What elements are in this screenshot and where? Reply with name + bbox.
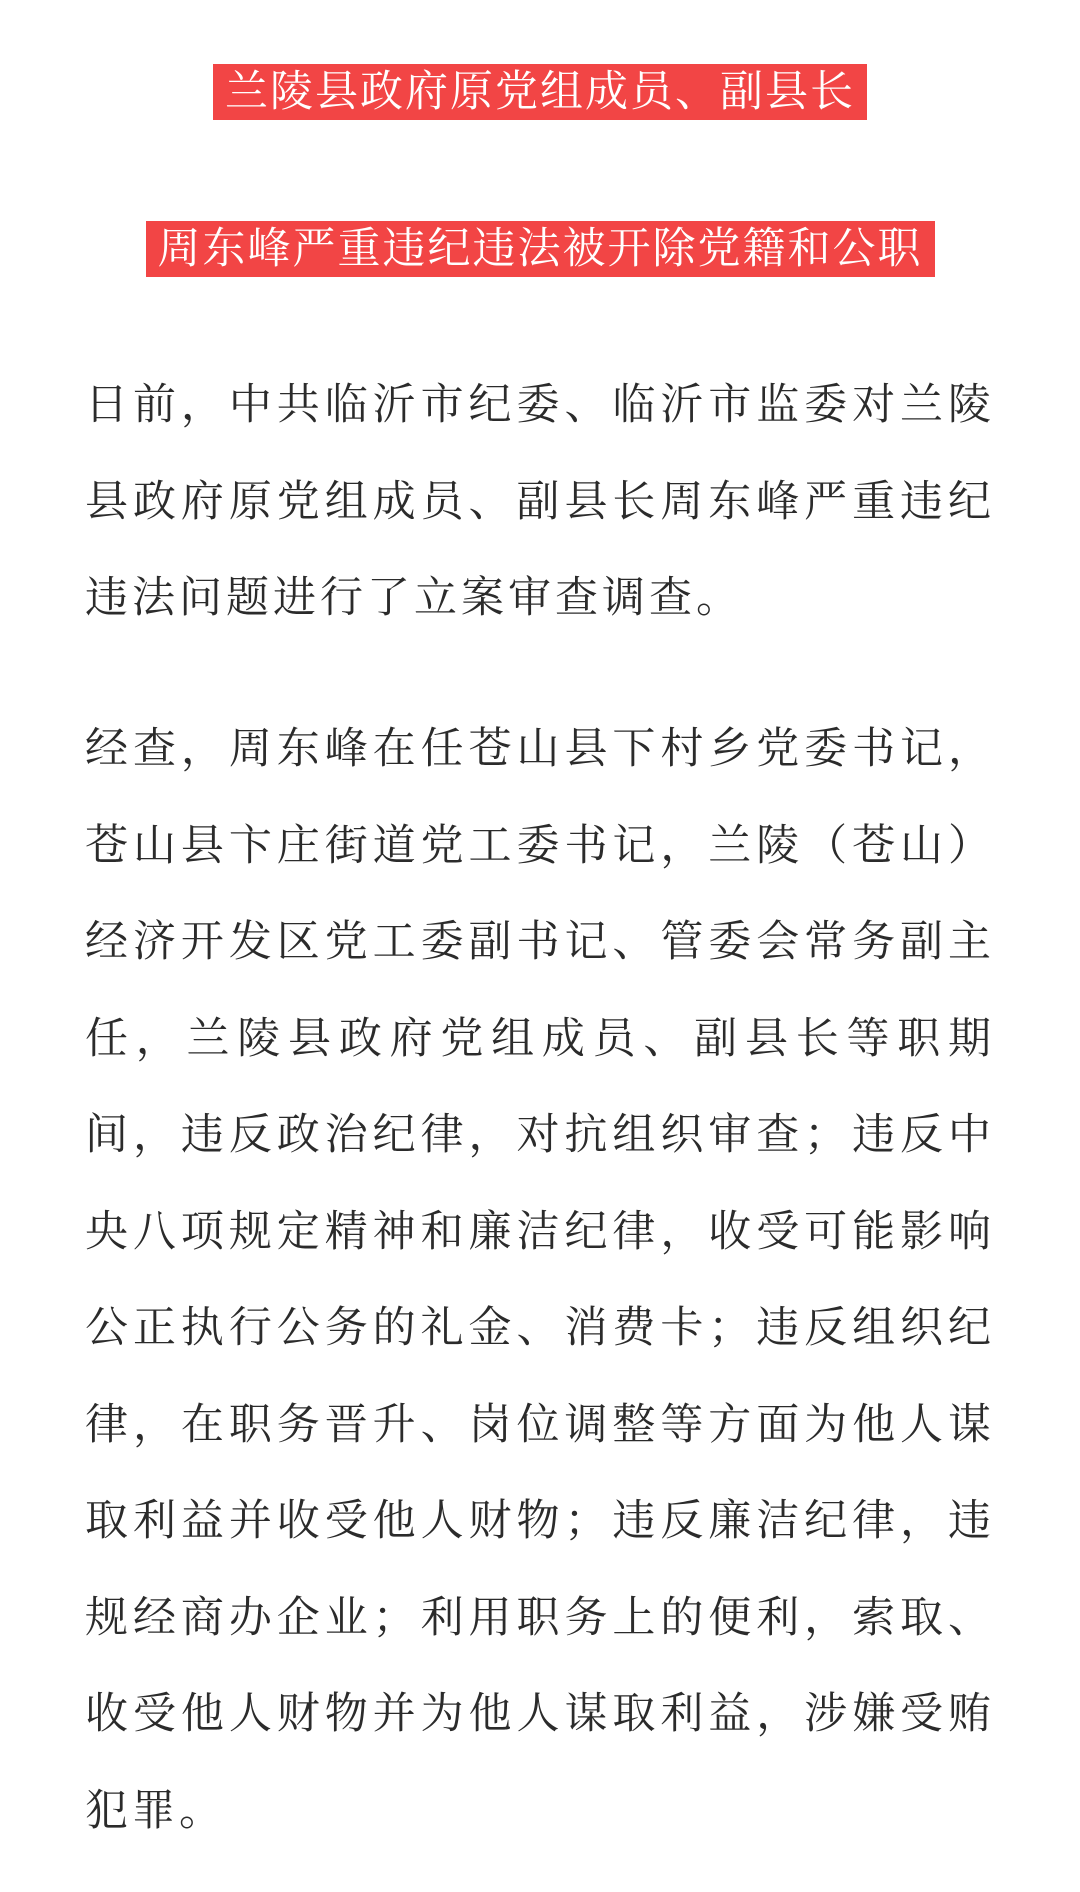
headline-line-1-text: 兰陵县政府原党组成员、副县长 bbox=[213, 64, 867, 120]
article-paragraph-intro: 日前，中共临沂市纪委、临沂市监委对兰陵县政府原党组成员、副县长周东峰严重违纪违法问题进行了立案审查调查。 bbox=[85, 380, 995, 623]
article-paragraph-findings: 经查，周东峰在任苍山县下村乡党委书记，苍山县卞庄街道党工委书记，兰陵（苍山）经济开发区党工委副书记、管委会常务副主任，兰陵县政府党组成员、副县长等职期间，违反政治纪律，对抗组织审查；违反中央八项规定精神和廉洁纪律，收受可能影响公正执行公务的礼金、消费卡；违反组织纪律，在职务晋升、岗位调整等方面为他人谋取利益并收受他人财物；违反廉洁纪律，违规经商办企业；利用职务上的便利，索取、收受他人财物并为他人谋取利益，涉嫌受贿犯罪。 bbox=[85, 724, 995, 1836]
headline-line-2 bbox=[0, 221, 1080, 277]
headline-line-2-text: 周东峰严重违纪违法被开除党籍和公职 bbox=[146, 221, 935, 277]
headline-line-1 bbox=[0, 64, 1080, 120]
